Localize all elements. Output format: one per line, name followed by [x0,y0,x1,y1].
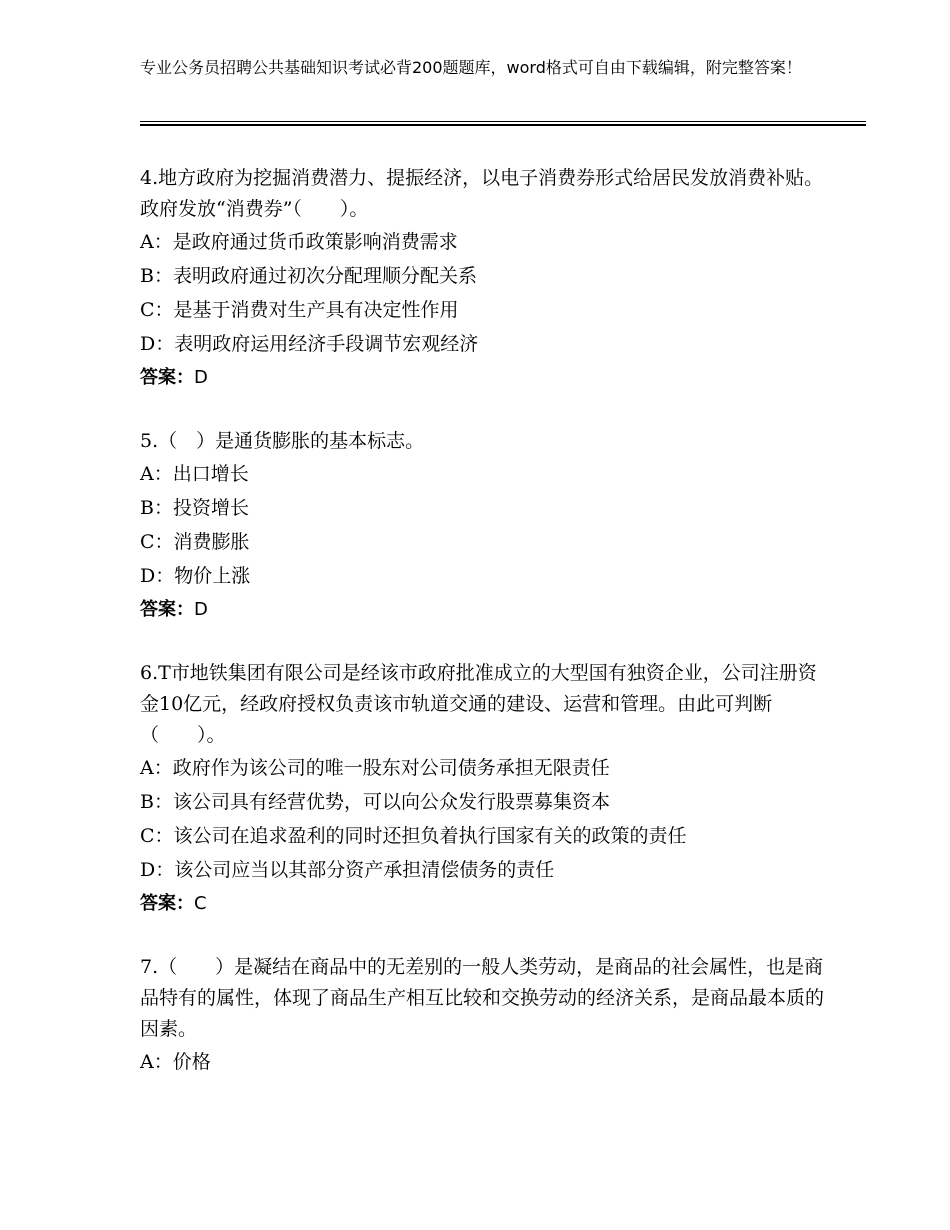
question-5 [140,426,830,627]
header-divider-thick [140,124,866,126]
question-text: 5.（ ）是通货膨胀的基本标志。 [140,430,425,452]
answer-label: 答案： [140,893,194,914]
option-d: D：表明政府运用经济手段调节宏观经济 [140,333,479,355]
option-a: A：政府作为该公司的唯一股东对公司债务承担无限责任 [140,757,610,779]
question-6 [140,658,830,921]
header-divider-thin [140,121,866,122]
question-4 [140,163,830,395]
answer-label: 答案： [140,367,194,388]
option-a: A：价格 [140,1051,211,1073]
answer-line [140,887,830,921]
option-c: C：消费膨胀 [140,531,250,553]
option-a: A：出口增长 [140,463,249,485]
option-d: D：物价上涨 [140,565,251,587]
answer-value: D [194,599,208,620]
answer-value: C [194,893,207,914]
question-text: 6.T市地铁集团有限公司是经该市政府批准成立的大型国有独资企业，公司注册资金10亿元，经政府授权负责该市轨道交通的建设、运营和管理。由此可判断（ ）。 [140,662,817,746]
question-list [140,163,830,1110]
option-b: B：表明政府通过初次分配理顺分配关系 [140,265,477,287]
answer-label: 答案： [140,599,194,620]
option-b: B：投资增长 [140,497,249,519]
option-c: C：是基于消费对生产具有决定性作用 [140,299,459,321]
answer-value: D [194,367,208,388]
answer-line [140,361,830,395]
answer-line [140,593,830,627]
option-d: D：该公司应当以其部分资产承担清偿债务的责任 [140,859,555,881]
document-header: 专业公务员招聘公共基础知识考试必背200题题库，word格式可自由下载编辑，附完整答案！ [140,58,802,77]
question-text: 7.（ ）是凝结在商品中的无差别的一般人类劳动，是商品的社会属性，也是商品特有的属性，体现了商品生产相互比较和交换劳动的经济关系，是商品最本质的因素。 [140,956,825,1040]
question-text: 4.地方政府为挖掘消费潜力、提振经济，以电子消费券形式给居民发放消费补贴。政府发放“消费券”（ ）。 [140,167,824,220]
option-c: C：该公司在追求盈利的同时还担负着执行国家有关的政策的责任 [140,825,687,847]
option-a: A：是政府通过货币政策影响消费需求 [140,231,458,253]
option-b: B：该公司具有经营优势，可以向公众发行股票募集资本 [140,791,610,813]
question-7 [140,952,830,1079]
